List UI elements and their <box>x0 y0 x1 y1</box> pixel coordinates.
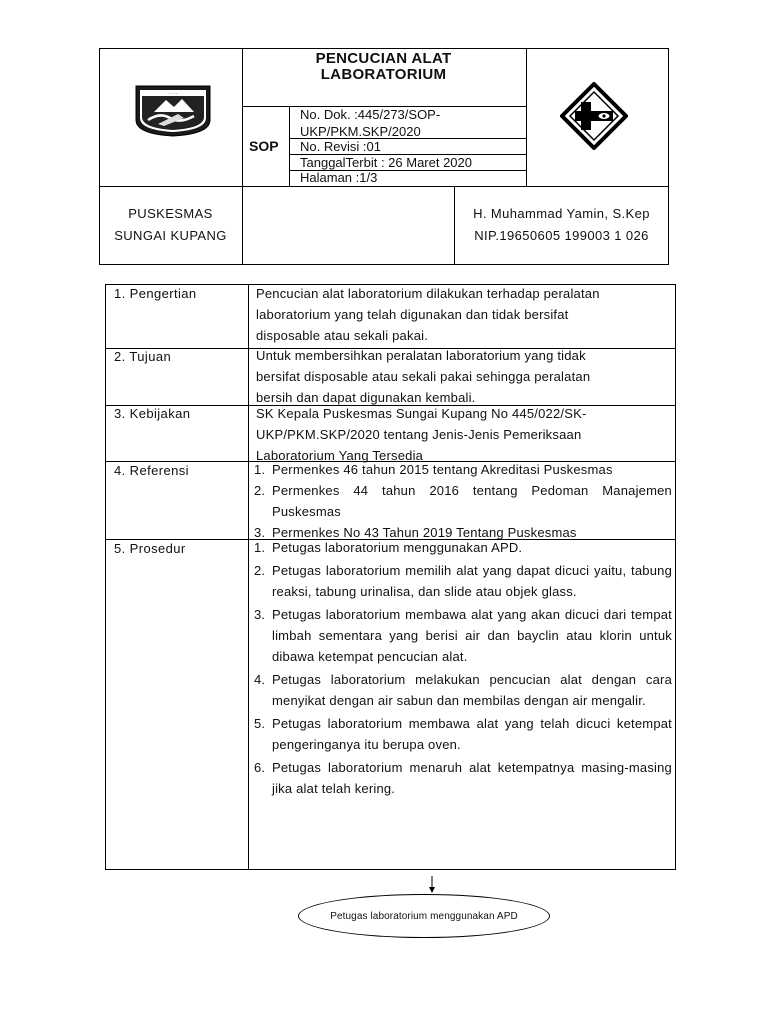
list-text: Petugas laboratorium melakukan pencucian alat dengan cara menyikat dengan air sabun dan membilas dengan air mengalir. <box>272 672 672 708</box>
list-text: Petugas laboratorium membawa alat yang telah dicuci ketempat pengeringanya itu berupa oven. <box>272 716 672 752</box>
list-text: Permenkes No 43 Tahun 2019 Tentang Puskesmas <box>272 525 577 540</box>
list-number: 2. <box>254 483 266 498</box>
list-text: Petugas laboratorium menggunakan APD. <box>272 540 523 555</box>
list-number: 6. <box>254 760 266 775</box>
doc-number-line-2: UKP/PKM.SKP/2020 <box>300 124 421 139</box>
text-line: disposable atau sekali pakai. <box>256 328 429 343</box>
title-line-1: PENCUCIAN ALAT <box>315 50 452 67</box>
procedure-step <box>248 713 672 755</box>
section-label-referensi: 4. Referensi <box>114 463 189 478</box>
list-text: Permenkes 44 tahun 2016 tentang Pedoman Manajemen Puskesmas <box>272 483 672 519</box>
issue-date: TanggalTerbit : 26 Maret 2020 <box>300 155 472 170</box>
signer-nip: NIP.19650605 199003 1 026 <box>474 228 649 243</box>
list-text: Permenkes 46 tahun 2015 tentang Akreditasi Puskesmas <box>272 462 613 477</box>
signer-block <box>454 203 669 247</box>
section-label-pengertian: 1. Pengertian <box>114 286 197 301</box>
text-line: Untuk membersihkan peralatan laboratorium yang tidak <box>256 348 586 363</box>
procedure-step <box>248 560 672 602</box>
organization-line-2: SUNGAI KUPANG <box>114 228 227 243</box>
puskesmas-cross-icon <box>560 82 628 150</box>
doc-number-line-1: No. Dok. :445/273/SOP- <box>300 107 441 122</box>
list-text: Petugas laboratorium menaruh alat ketempatnya masing-masing jika alat telah kering. <box>272 760 672 796</box>
title-line-2: LABORATORIUM <box>320 66 447 83</box>
svg-text:· · · ·: · · · · <box>168 91 178 96</box>
section-label-prosedur: 5. Prosedur <box>114 541 186 556</box>
flowchart-step-text: Petugas laboratorium menggunakan APD <box>330 910 518 922</box>
flowchart-step-1 <box>298 894 550 938</box>
flow-arrow <box>426 876 438 894</box>
section-label-kebijakan: 3. Kebijakan <box>114 406 191 421</box>
text-line: laboratorium yang telah digunakan dan tidak bersifat <box>256 307 569 322</box>
procedure-step <box>248 604 672 667</box>
section-body-tujuan <box>250 345 675 408</box>
list-number: 1. <box>254 540 266 555</box>
list-number: 5. <box>254 716 266 731</box>
procedure-step <box>248 757 672 799</box>
procedure-step <box>248 669 672 711</box>
regional-emblem-icon <box>134 82 212 137</box>
organization-line-1: PUSKESMAS <box>128 206 213 221</box>
text-line: Pencucian alat laboratorium dilakukan terhadap peralatan <box>256 286 600 301</box>
text-line: UKP/PKM.SKP/2020 tentang Jenis-Jenis Pemeriksaan <box>256 427 582 442</box>
text-line: Laboratorium Yang Tersedia <box>256 448 424 463</box>
sop-label: SOP <box>249 138 279 154</box>
list-item <box>248 480 672 522</box>
page-title <box>241 49 526 105</box>
list-item <box>248 459 672 480</box>
section-body-pengertian <box>250 283 675 346</box>
page-number: Halaman :1/3 <box>300 170 378 185</box>
text-line: bersih dan dapat digunakan kembali. <box>256 390 476 405</box>
list-number: 4. <box>254 672 266 687</box>
list-text: Petugas laboratorium memilih alat yang dapat dicuci yaitu, tabung reaksi, tabung urinalisa, dan slide atau objek glass. <box>272 563 672 599</box>
list-text: Petugas laboratorium membawa alat yang akan dicuci dari tempat limbah sementara yang berisi air dan bayclin atau klorin untuk dibawa ketempat pencucian alat. <box>272 607 672 664</box>
list-number: 3. <box>254 607 266 622</box>
list-number: 2. <box>254 563 266 578</box>
list-number: 3. <box>254 525 266 540</box>
section-body-kebijakan <box>250 403 675 466</box>
signer-name: H. Muhammad Yamin, S.Kep <box>473 206 650 221</box>
section-body-referensi <box>248 459 672 543</box>
organization-name <box>99 203 242 247</box>
section-label-tujuan: 2. Tujuan <box>114 349 172 364</box>
text-line: bersifat disposable atau sekali pakai sehingga peralatan <box>256 369 591 384</box>
section-body-prosedur <box>248 537 672 799</box>
procedure-step <box>248 537 672 558</box>
text-line: SK Kepala Puskesmas Sungai Kupang No 445/022/SK- <box>256 406 587 421</box>
list-number: 1. <box>254 462 266 477</box>
revision-number: No. Revisi :01 <box>300 139 381 154</box>
